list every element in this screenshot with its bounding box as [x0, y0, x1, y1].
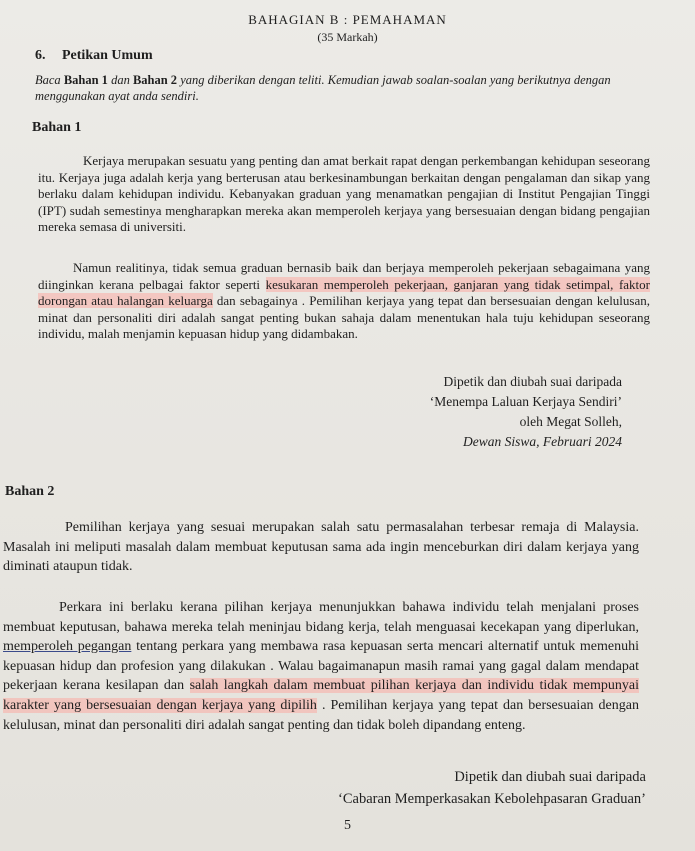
instructions-bahan2: Bahan 2 — [132, 73, 178, 87]
question-title: Petikan Umum — [62, 48, 153, 63]
bahan1-source-line-3: oleh Megat Solleh, — [519, 414, 622, 429]
section-heading: BAHAGIAN B : PEMAHAMAN — [248, 12, 447, 27]
bahan1-heading: Bahan 1 — [32, 120, 82, 135]
bahan1-source-line-1: Dipetik dan diubah suai daripada — [443, 374, 622, 389]
bahan2-paragraph-1: Pemilihan kerjaya yang sesuai merupakan salah satu permasalahan terbesar remaja di Malaysia. Masalah ini meliputi masalah dalam membuat keputusan sama ada ingin menceburkan diri dalam kerjaya yang diminati ataupun tidak. — [3, 520, 639, 575]
question-number: 6. — [35, 48, 46, 63]
bahan2-source-line-1: Dipetik dan diubah suai daripada — [454, 769, 646, 785]
bahan2-p2-text-c: . Pemilihan kerjaya yang tepat dan bersesuaian dengan kelulusan, minat dan personaliti diri adalah sangat penting dan tidak boleh dipandang enteng. — [3, 697, 639, 733]
instructions-text-1: Baca — [35, 73, 64, 87]
bahan1-paragraph-2 — [38, 260, 650, 343]
bahan2-source-line-2: ‘Cabaran Memperkasakan Kebolehpasaran Graduan’ — [338, 791, 646, 807]
bahan1-p2-text-a: Namun realitinya, tidak semua graduan bernasib baik dan berjaya memperoleh pekerjaan sebagaimana yang diinginkan kerana pelbagai faktor seperti — [38, 260, 650, 292]
bahan1-source-line-2: ‘Menempa Laluan Kerjaya Sendiri’ — [429, 394, 622, 409]
marks-label: (35 Markah) — [317, 30, 378, 44]
bahan2-highlight: salah langkah dalam membuat pilihan kerjaya dan individu tidak mempunyai karakter yang bersesuaian dengan kerjaya yang dipilih — [3, 678, 640, 713]
bahan2-heading: Bahan 2 — [5, 484, 55, 499]
bahan2-paragraph-2 — [3, 598, 639, 735]
instructions-text-2: dan — [107, 73, 133, 87]
bahan1-source-line-4: Dewan Siswa, Februari 2024 — [462, 434, 622, 449]
bahan1-source — [300, 372, 622, 452]
bahan2-underlined-phrase: memperoleh pegangan — [3, 639, 132, 655]
page-number: 5 — [344, 818, 351, 833]
bahan1-paragraph-1: Kerjaya merupakan sesuatu yang penting dan amat berkait rapat dengan perkembangan kehidupan seseorang itu. Kerjaya juga adalah kerja yang berterusan atau berkesinambungan berkaitan dengan pengalaman dan sikap yang berlaku dalam kehidupan individu. Kebanyakan graduan yang menamatkan pengajian di Institut Pengajian Tinggi (IPT) sudah semestinya mengharapkan mereka akan memperoleh kerjaya yang bersesuaian dengan bidang pengajian mereka semasa di universiti. — [38, 153, 650, 235]
bahan1-p2-text-b: dan sebagainya . Pemilihan kerjaya yang tepat dan bersesuaian dengan kelulusan, minat dan personaliti diri adalah sangat penting bukan sahaja dalam menentukan hala tuju kehidupan seseorang individu, malah menjamin kepuasan hidup yang didambakan. — [38, 293, 650, 342]
instructions — [35, 72, 665, 104]
bahan1-highlight: kesukaran memperoleh pekerjaan, ganjaran yang tidak setimpal, faktor dorongan atau halangan keluarga — [38, 276, 650, 309]
bahan2-p2-text-b: tentang perkara yang membawa rasa kepuasan serta mencari alternatif untuk memenuhi kepuasan hidup dan profesion yang dilakukan . Walau bagaimanapun masih ramai yang gagal dalam mendapat pekerjaan kerana kesilapan dan — [3, 639, 639, 694]
bahan2-source — [160, 766, 646, 810]
bahan2-p2-text-a: Perkara ini berlaku kerana pilihan kerjaya menunjukkan bahawa individu telah menjalani proses membuat keputusan, bahawa mereka telah meninjau bidang kerja, telah menguasai kecekapan yang diperlukan, — [3, 600, 639, 635]
instructions-bahan1: Bahan 1 — [63, 73, 108, 87]
instructions-text-3: yang diberikan dengan teliti. Kemudian jawab soalan-soalan yang berikutnya dengan menggunakan ayat anda sendiri. — [35, 73, 611, 103]
